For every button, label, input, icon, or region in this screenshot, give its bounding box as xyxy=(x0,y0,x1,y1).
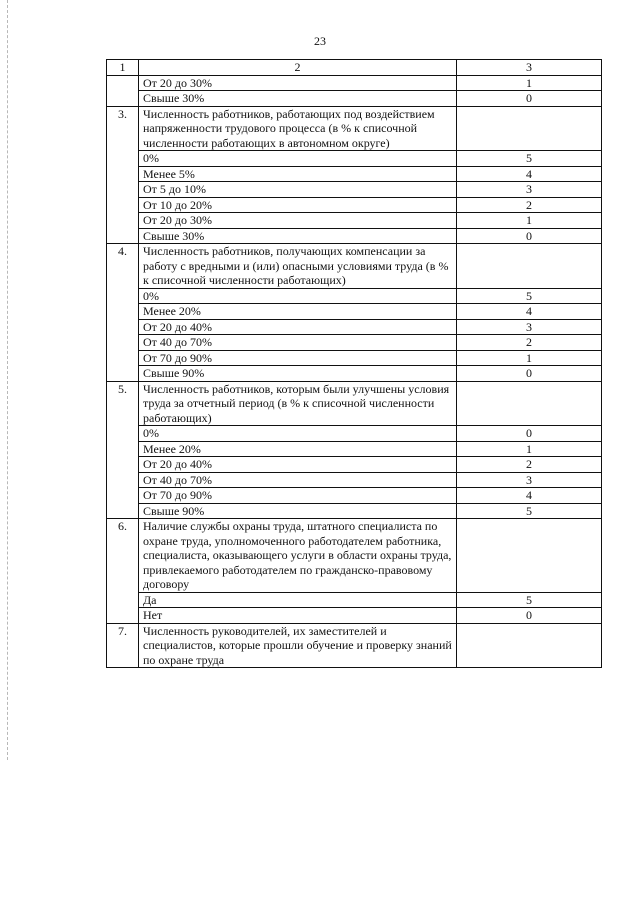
option-score: 0 xyxy=(457,366,602,382)
option-label: Свыше 90% xyxy=(139,503,457,519)
option-score: 3 xyxy=(457,472,602,488)
option-label: От 20 до 30% xyxy=(139,213,457,229)
table-row xyxy=(107,213,602,229)
table-row xyxy=(107,608,602,624)
table-row xyxy=(107,335,602,351)
section-title-row xyxy=(107,623,602,668)
page-number: 23 xyxy=(314,34,326,48)
section-number: 7. xyxy=(107,623,139,668)
table-row xyxy=(107,457,602,473)
scan-margin-line xyxy=(7,0,8,760)
option-label: От 40 до 70% xyxy=(139,472,457,488)
option-label: Свыше 90% xyxy=(139,366,457,382)
option-label: Менее 20% xyxy=(139,441,457,457)
table-row xyxy=(107,197,602,213)
section-title: Численность работников, получающих компенсации за работу с вредными и (или) опасными условиями труда (в % к списочной численности работающих) xyxy=(139,244,457,289)
section-score-blank xyxy=(457,244,602,289)
option-label: 0% xyxy=(139,288,457,304)
table-row xyxy=(107,488,602,504)
criteria-table xyxy=(106,59,602,668)
option-label: От 70 до 90% xyxy=(139,488,457,504)
option-score: 5 xyxy=(457,592,602,608)
option-label: Менее 20% xyxy=(139,304,457,320)
table-row xyxy=(107,503,602,519)
option-score: 2 xyxy=(457,197,602,213)
section-title-row xyxy=(107,519,602,593)
table-row xyxy=(107,166,602,182)
section-score-blank xyxy=(457,106,602,151)
section-score-blank xyxy=(457,381,602,426)
option-score: 2 xyxy=(457,335,602,351)
section-title-row xyxy=(107,244,602,289)
table-row xyxy=(107,592,602,608)
section-title: Численность работников, работающих под воздействием напряженности трудового процесса (в % к списочной численности работающих в автономном округе) xyxy=(139,106,457,151)
option-label: 0% xyxy=(139,426,457,442)
table-row xyxy=(107,288,602,304)
option-score: 5 xyxy=(457,503,602,519)
table-row xyxy=(107,426,602,442)
table-row xyxy=(107,441,602,457)
table-row xyxy=(107,366,602,382)
table-row xyxy=(107,151,602,167)
header-cell-criterion: 2 xyxy=(139,60,457,76)
section-title-row xyxy=(107,106,602,151)
section-number xyxy=(107,75,139,106)
section-score-blank xyxy=(457,519,602,593)
criteria-table-body xyxy=(107,60,602,668)
option-label: Свыше 30% xyxy=(139,228,457,244)
option-label: От 20 до 40% xyxy=(139,457,457,473)
option-score: 1 xyxy=(457,350,602,366)
option-label: От 10 до 20% xyxy=(139,197,457,213)
option-score: 1 xyxy=(457,441,602,457)
option-label: От 20 до 30% xyxy=(139,75,457,91)
option-score: 1 xyxy=(457,75,602,91)
table-row xyxy=(107,75,602,91)
option-score: 4 xyxy=(457,304,602,320)
option-score: 2 xyxy=(457,457,602,473)
section-number: 5. xyxy=(107,381,139,519)
header-cell-score: 3 xyxy=(457,60,602,76)
table-row xyxy=(107,228,602,244)
option-score: 0 xyxy=(457,426,602,442)
section-number: 4. xyxy=(107,244,139,382)
section-title: Наличие службы охраны труда, штатного специалиста по охране труда, уполномоченного работодателем работника, специалиста, оказывающего услуги в области охраны труда, привлекаемого работодателем по гражданско-правовому договору xyxy=(139,519,457,593)
table-row xyxy=(107,472,602,488)
option-label: Менее 5% xyxy=(139,166,457,182)
table-row xyxy=(107,91,602,107)
option-label: От 70 до 90% xyxy=(139,350,457,366)
option-score: 0 xyxy=(457,228,602,244)
section-title: Численность руководителей, их заместителей и специалистов, которые прошли обучение и проверку знаний по охране труда xyxy=(139,623,457,668)
option-label: От 20 до 40% xyxy=(139,319,457,335)
table-row xyxy=(107,304,602,320)
option-score: 0 xyxy=(457,91,602,107)
section-number: 3. xyxy=(107,106,139,244)
table-row xyxy=(107,350,602,366)
table-header-row xyxy=(107,60,602,76)
section-title-row xyxy=(107,381,602,426)
table-row xyxy=(107,319,602,335)
option-label: От 40 до 70% xyxy=(139,335,457,351)
option-label: От 5 до 10% xyxy=(139,182,457,198)
option-score: 0 xyxy=(457,608,602,624)
option-score: 1 xyxy=(457,213,602,229)
option-score: 5 xyxy=(457,288,602,304)
option-score: 5 xyxy=(457,151,602,167)
option-score: 3 xyxy=(457,319,602,335)
option-score: 3 xyxy=(457,182,602,198)
option-label: Да xyxy=(139,592,457,608)
option-score: 4 xyxy=(457,166,602,182)
option-label: Нет xyxy=(139,608,457,624)
option-score: 4 xyxy=(457,488,602,504)
option-label: Свыше 30% xyxy=(139,91,457,107)
table-row xyxy=(107,182,602,198)
section-score-blank xyxy=(457,623,602,668)
header-cell-number: 1 xyxy=(107,60,139,76)
section-number: 6. xyxy=(107,519,139,624)
section-title: Численность работников, которым были улучшены условия труда за отчетный период (в % к списочной численности работающих) xyxy=(139,381,457,426)
option-label: 0% xyxy=(139,151,457,167)
